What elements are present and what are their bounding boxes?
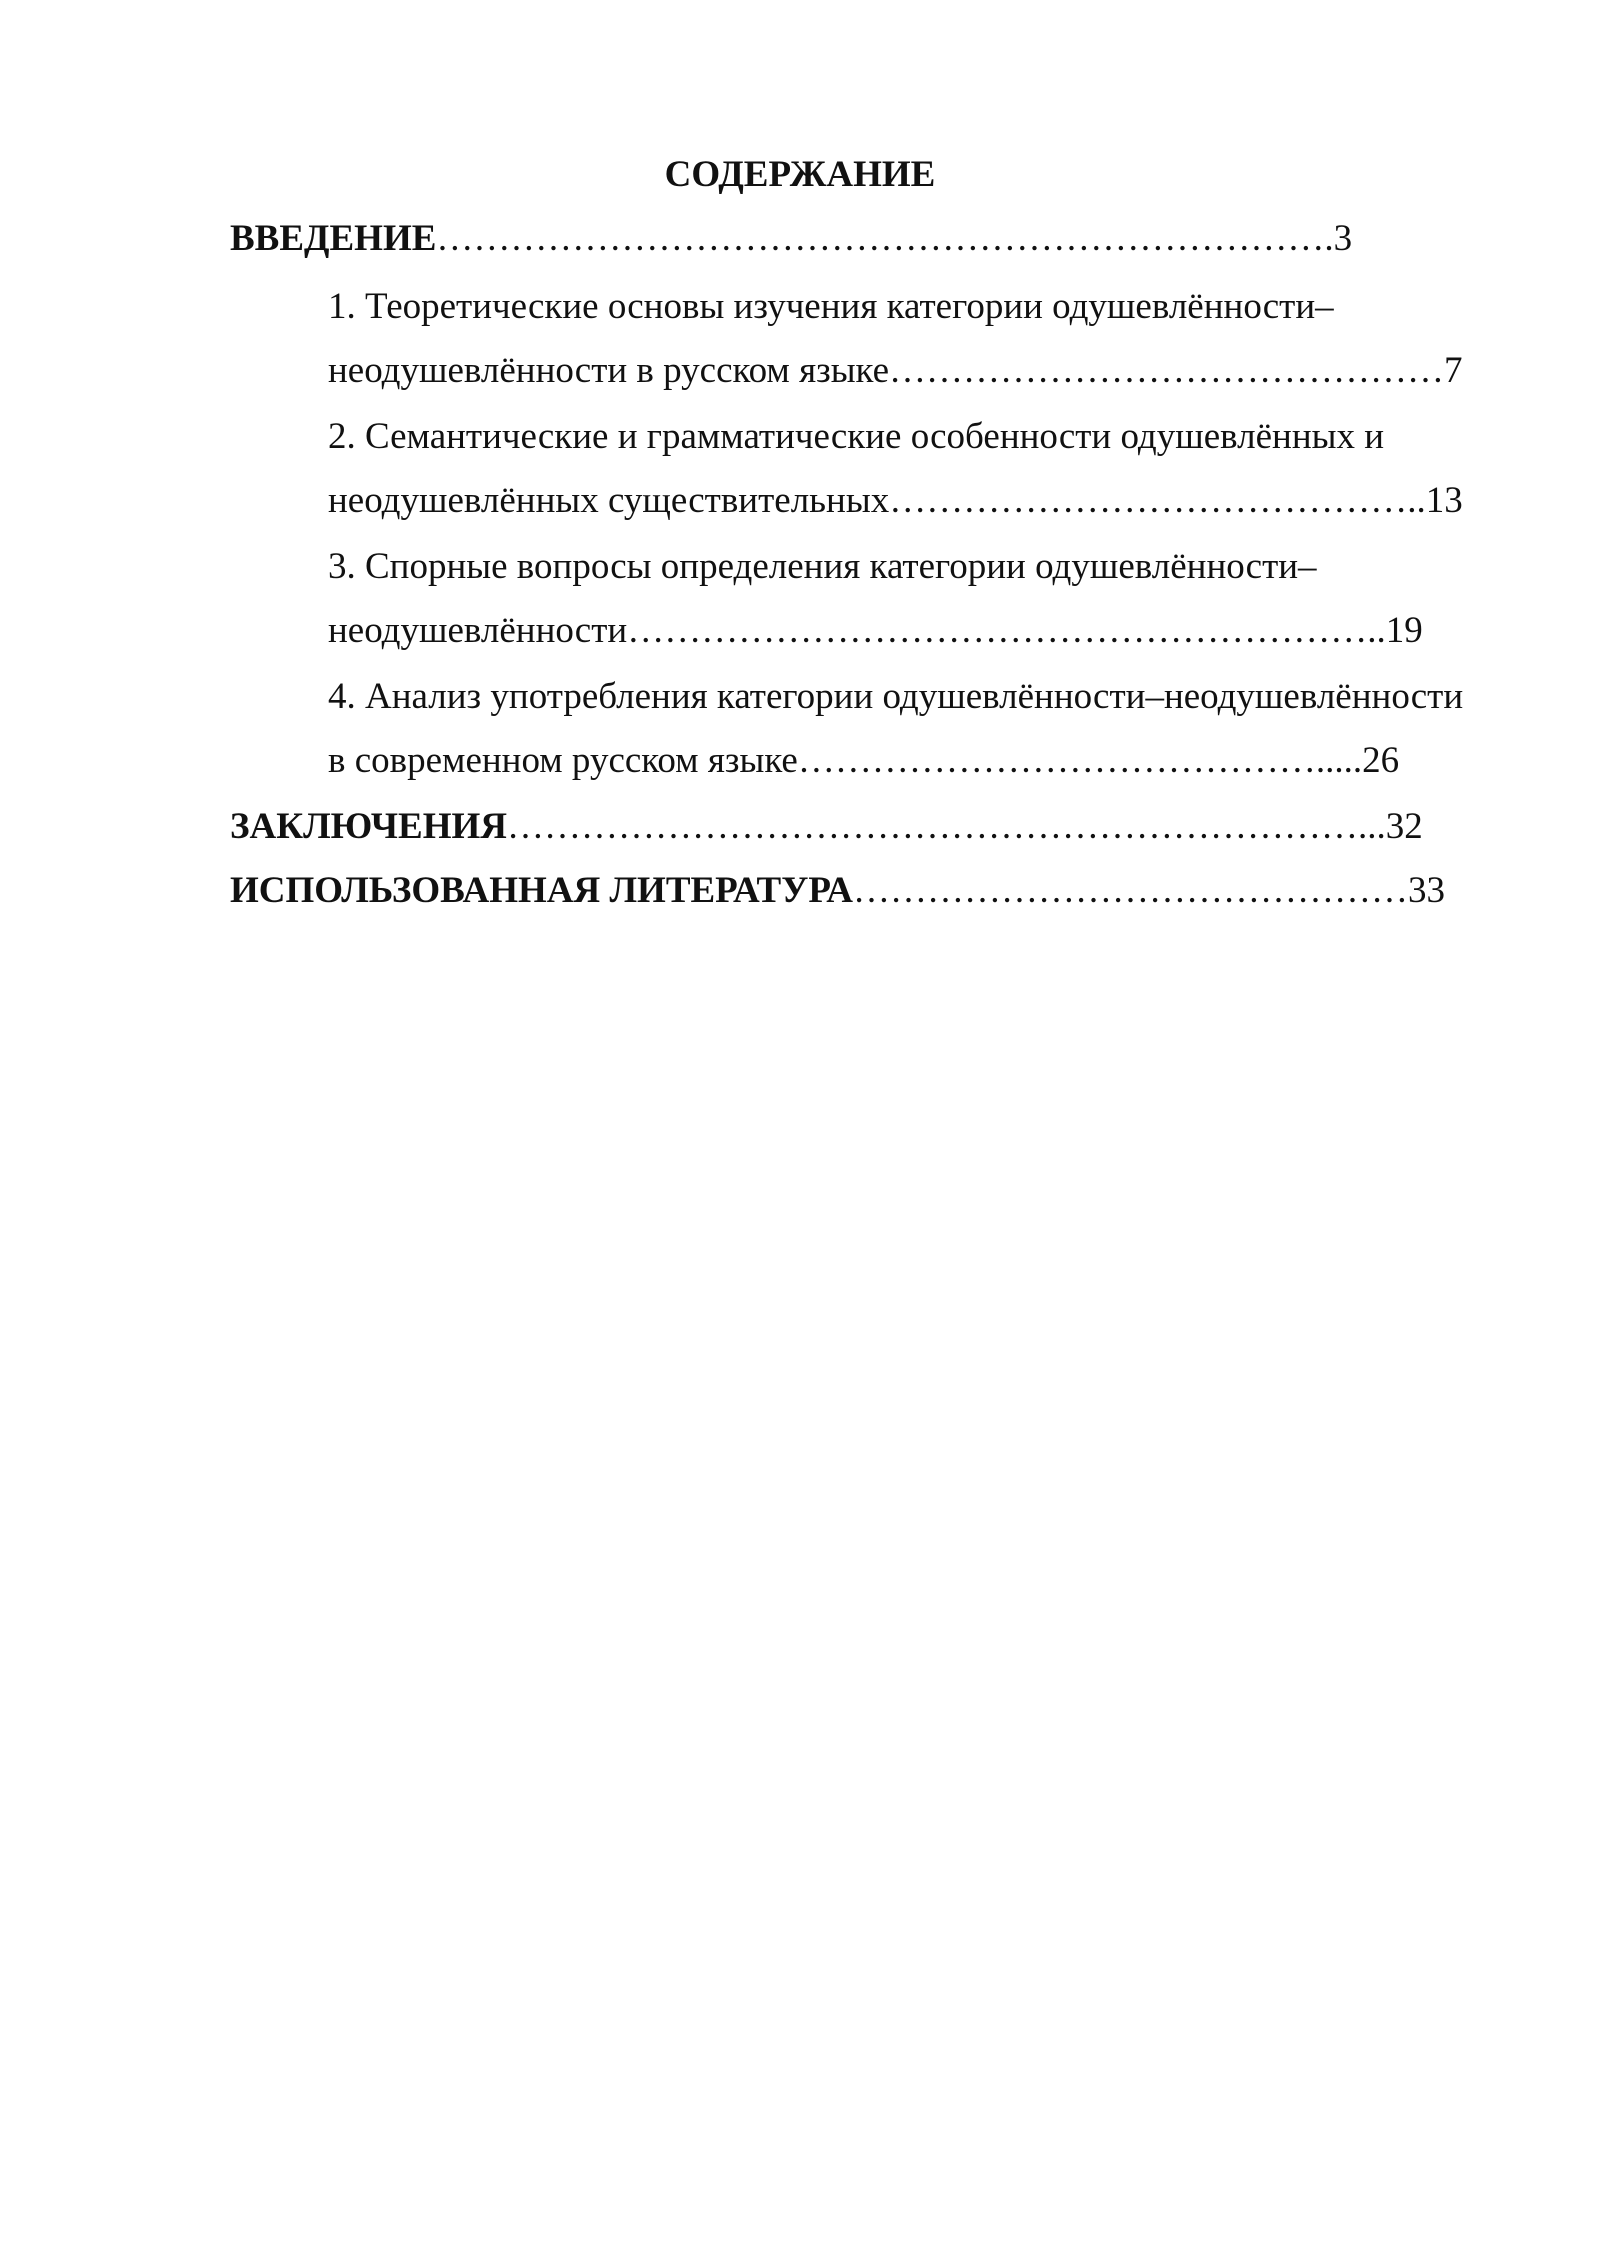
toc-leader: ……………………………………… [852, 870, 1408, 911]
toc-entry-ch2-line2 [328, 476, 1463, 526]
toc-entry-label: неодушевлённости в русском языке [328, 350, 890, 391]
toc-entry-ch3-line1: 3. Спорные вопросы определения категории одушевлённости– [328, 546, 1317, 587]
toc-page-number: 7 [1444, 350, 1463, 391]
toc-leader: …………………………………………………….. [627, 610, 1386, 651]
toc-entry-ch4-line1: 4. Анализ употребления категории одушевлённости–неодушевлённости [328, 676, 1464, 717]
toc-entry-ch2-line1: 2. Семантические и грамматические особенности одушевлённых и [328, 416, 1385, 457]
toc-entry-ch1-line2 [328, 346, 1463, 396]
toc-entry-label: ЗАКЛЮЧЕНИЯ [230, 806, 508, 847]
page-title: СОДЕРЖАНИЕ [664, 154, 936, 195]
toc-leader: …………………………………….. [889, 480, 1426, 521]
toc-entry-label: ВВЕДЕНИЕ [230, 218, 437, 259]
toc-entry-label: в современном русском языке [328, 740, 798, 781]
toc-page-number: 3 [1333, 218, 1353, 259]
toc-leader: ……………………………………..... [797, 740, 1363, 781]
toc-page-number: 32 [1385, 806, 1423, 847]
toc-entry-ch3-line2 [328, 606, 1423, 656]
toc-entry-label: неодушевлённости [328, 610, 628, 651]
toc-entry-ch4-line2 [328, 736, 1399, 786]
toc-entry-intro [230, 214, 1352, 264]
toc-leader: ……………………………………… [889, 350, 1445, 391]
toc-entry-conclusion [230, 802, 1423, 852]
toc-page-number: 26 [1362, 740, 1400, 781]
toc-entry-literature [230, 866, 1445, 916]
toc-entry-ch1-line1: 1. Теоретические основы изучения категории одушевлённости– [328, 286, 1334, 327]
toc-entry-label: ИСПОЛЬЗОВАННАЯ ЛИТЕРАТУРА [230, 870, 853, 911]
toc-page-number: 19 [1385, 610, 1423, 651]
toc-leader: ……………………………………………………………... [507, 806, 1386, 847]
toc-leader: ………………………………………………………………. [436, 218, 1334, 259]
toc-page-number: 13 [1425, 480, 1463, 521]
toc-page-number: 33 [1407, 870, 1445, 911]
toc-entry-label: неодушевлённых существительных [328, 480, 890, 521]
